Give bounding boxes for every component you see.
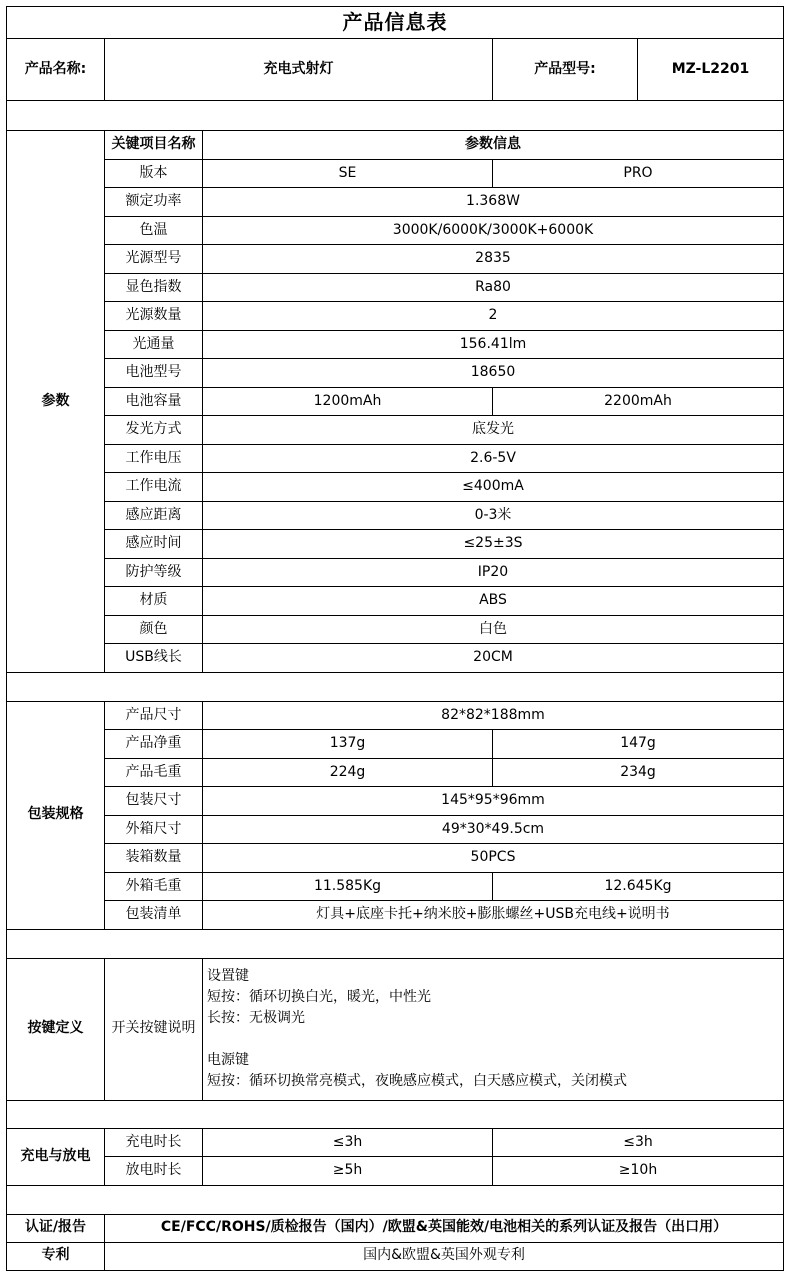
row-label: 充电时长 [105, 1128, 203, 1157]
table-row [7, 387, 784, 416]
table-row [7, 1157, 784, 1186]
keys-row [7, 958, 784, 1100]
row-value-variant-1: 137g [203, 730, 493, 759]
row-label: 外箱毛重 [105, 872, 203, 901]
row-value-variant-1: 224g [203, 758, 493, 787]
row-value: 2.6-5V [203, 444, 784, 473]
certification-label: 认证/报告 [7, 1214, 105, 1242]
row-value: ABS [203, 587, 784, 616]
row-value-variant-1: 1200mAh [203, 387, 493, 416]
column-header-item: 关键项目名称 [105, 131, 203, 160]
charging-section-label: 充电与放电 [7, 1128, 105, 1185]
product-info-table [6, 6, 784, 1271]
row-value: IP20 [203, 558, 784, 587]
spacer-row [7, 672, 784, 701]
row-label: 产品净重 [105, 730, 203, 759]
keys-section-label: 按键定义 [7, 958, 105, 1100]
row-value: 18650 [203, 359, 784, 388]
row-value: 底发光 [203, 416, 784, 445]
key-description-line: 短按：循环切换常亮模式，夜晚感应模式，白天感应模式，关闭模式 [207, 1073, 627, 1089]
params-section-label: 参数 [7, 131, 105, 673]
spacer-row [7, 1185, 784, 1214]
product-name-label: 产品名称: [7, 39, 105, 101]
row-value-variant-2: 12.645Kg [493, 872, 784, 901]
key-description-line: 电源键 [207, 1052, 249, 1068]
row-value: 50PCS [203, 844, 784, 873]
row-label: 材质 [105, 587, 203, 616]
row-label: 光源型号 [105, 245, 203, 274]
row-value: 20CM [203, 644, 784, 673]
row-value-variant-1: ≤3h [203, 1128, 493, 1157]
row-label: 包装尺寸 [105, 787, 203, 816]
row-label: 产品毛重 [105, 758, 203, 787]
row-label: 电池容量 [105, 387, 203, 416]
row-value-variant-1: SE [203, 159, 493, 188]
row-label: 感应距离 [105, 501, 203, 530]
table-row [7, 330, 784, 359]
table-row [7, 758, 784, 787]
table-row [7, 159, 784, 188]
row-label: 光源数量 [105, 302, 203, 331]
row-label: 版本 [105, 159, 203, 188]
table-row [7, 188, 784, 217]
product-model-label: 产品型号: [493, 39, 638, 101]
table-row [7, 216, 784, 245]
row-value: 156.41lm [203, 330, 784, 359]
table-row [7, 901, 784, 930]
table-row [7, 644, 784, 673]
spacer-cell [7, 1185, 784, 1214]
key-description-line: 设置键 [207, 968, 249, 984]
row-label: 工作电流 [105, 473, 203, 502]
certification-value: CE/FCC/ROHS/质检报告（国内）/欧盟&英国能效/电池相关的系列认证及报告（出口用） [105, 1214, 784, 1242]
row-label: 发光方式 [105, 416, 203, 445]
table-row [7, 558, 784, 587]
row-value-variant-1: 11.585Kg [203, 872, 493, 901]
row-value: 49*30*49.5cm [203, 815, 784, 844]
row-label: 装箱数量 [105, 844, 203, 873]
row-value: Ra80 [203, 273, 784, 302]
product-info-sheet [6, 6, 783, 1271]
row-label: 光通量 [105, 330, 203, 359]
row-value: 灯具+底座卡托+纳米胶+膨胀螺丝+USB充电线+说明书 [203, 901, 784, 930]
table-row [7, 245, 784, 274]
row-value: 145*95*96mm [203, 787, 784, 816]
row-value-variant-2: 2200mAh [493, 387, 784, 416]
row-label: 感应时间 [105, 530, 203, 559]
row-value-variant-2: PRO [493, 159, 784, 188]
packaging-section-label: 包装规格 [7, 701, 105, 929]
row-label: 放电时长 [105, 1157, 203, 1186]
product-name-value: 充电式射灯 [105, 39, 493, 101]
row-value: 2835 [203, 245, 784, 274]
title-row [7, 7, 784, 39]
table-row [7, 815, 784, 844]
row-label: 包装清单 [105, 901, 203, 930]
spacer-cell [7, 672, 784, 701]
row-value-variant-1: ≥5h [203, 1157, 493, 1186]
spacer-row [7, 1100, 784, 1128]
row-label: 额定功率 [105, 188, 203, 217]
row-value: 0-3米 [203, 501, 784, 530]
row-label: 外箱尺寸 [105, 815, 203, 844]
table-row [7, 416, 784, 445]
patent-label: 专利 [7, 1242, 105, 1270]
row-value-variant-2: ≥10h [493, 1157, 784, 1186]
row-label: 电池型号 [105, 359, 203, 388]
header-row [7, 39, 784, 101]
row-value: 2 [203, 302, 784, 331]
key-description-line [207, 1029, 781, 1050]
row-label: USB线长 [105, 644, 203, 673]
table-row [7, 530, 784, 559]
section-header-row [7, 131, 784, 160]
spacer-cell [7, 1100, 784, 1128]
spacer-row [7, 101, 784, 131]
row-value: 3000K/6000K/3000K+6000K [203, 216, 784, 245]
table-row [7, 302, 784, 331]
row-value: ≤25±3S [203, 530, 784, 559]
row-value: 82*82*188mm [203, 701, 784, 730]
row-label: 产品尺寸 [105, 701, 203, 730]
table-row [7, 844, 784, 873]
product-model-value: MZ-L2201 [638, 39, 784, 101]
certification-row [7, 1214, 784, 1242]
spacer-row [7, 929, 784, 958]
row-value: 白色 [203, 615, 784, 644]
table-row [7, 1128, 784, 1157]
row-value: 1.368W [203, 188, 784, 217]
row-value-variant-2: 147g [493, 730, 784, 759]
row-value-variant-2: ≤3h [493, 1128, 784, 1157]
table-row [7, 501, 784, 530]
keys-description [203, 958, 784, 1100]
patent-row [7, 1242, 784, 1270]
key-description-line: 短按：循环切换白光，暖光，中性光 [207, 989, 431, 1005]
keys-sub-label: 开关按键说明 [105, 958, 203, 1100]
row-label: 防护等级 [105, 558, 203, 587]
page-title: 产品信息表 [7, 7, 784, 39]
row-label: 工作电压 [105, 444, 203, 473]
column-header-info: 参数信息 [203, 131, 784, 160]
table-row [7, 872, 784, 901]
row-label: 颜色 [105, 615, 203, 644]
row-label: 显色指数 [105, 273, 203, 302]
spacer-cell [7, 929, 784, 958]
table-row [7, 444, 784, 473]
table-row [7, 587, 784, 616]
spacer-cell [7, 101, 784, 131]
table-row [7, 615, 784, 644]
patent-value: 国内&欧盟&英国外观专利 [105, 1242, 784, 1270]
table-row [7, 701, 784, 730]
row-value-variant-2: 234g [493, 758, 784, 787]
row-value: ≤400mA [203, 473, 784, 502]
table-row [7, 359, 784, 388]
table-row [7, 787, 784, 816]
table-row [7, 730, 784, 759]
table-row [7, 273, 784, 302]
table-row [7, 473, 784, 502]
row-label: 色温 [105, 216, 203, 245]
key-description-line: 长按：无极调光 [207, 1010, 305, 1026]
